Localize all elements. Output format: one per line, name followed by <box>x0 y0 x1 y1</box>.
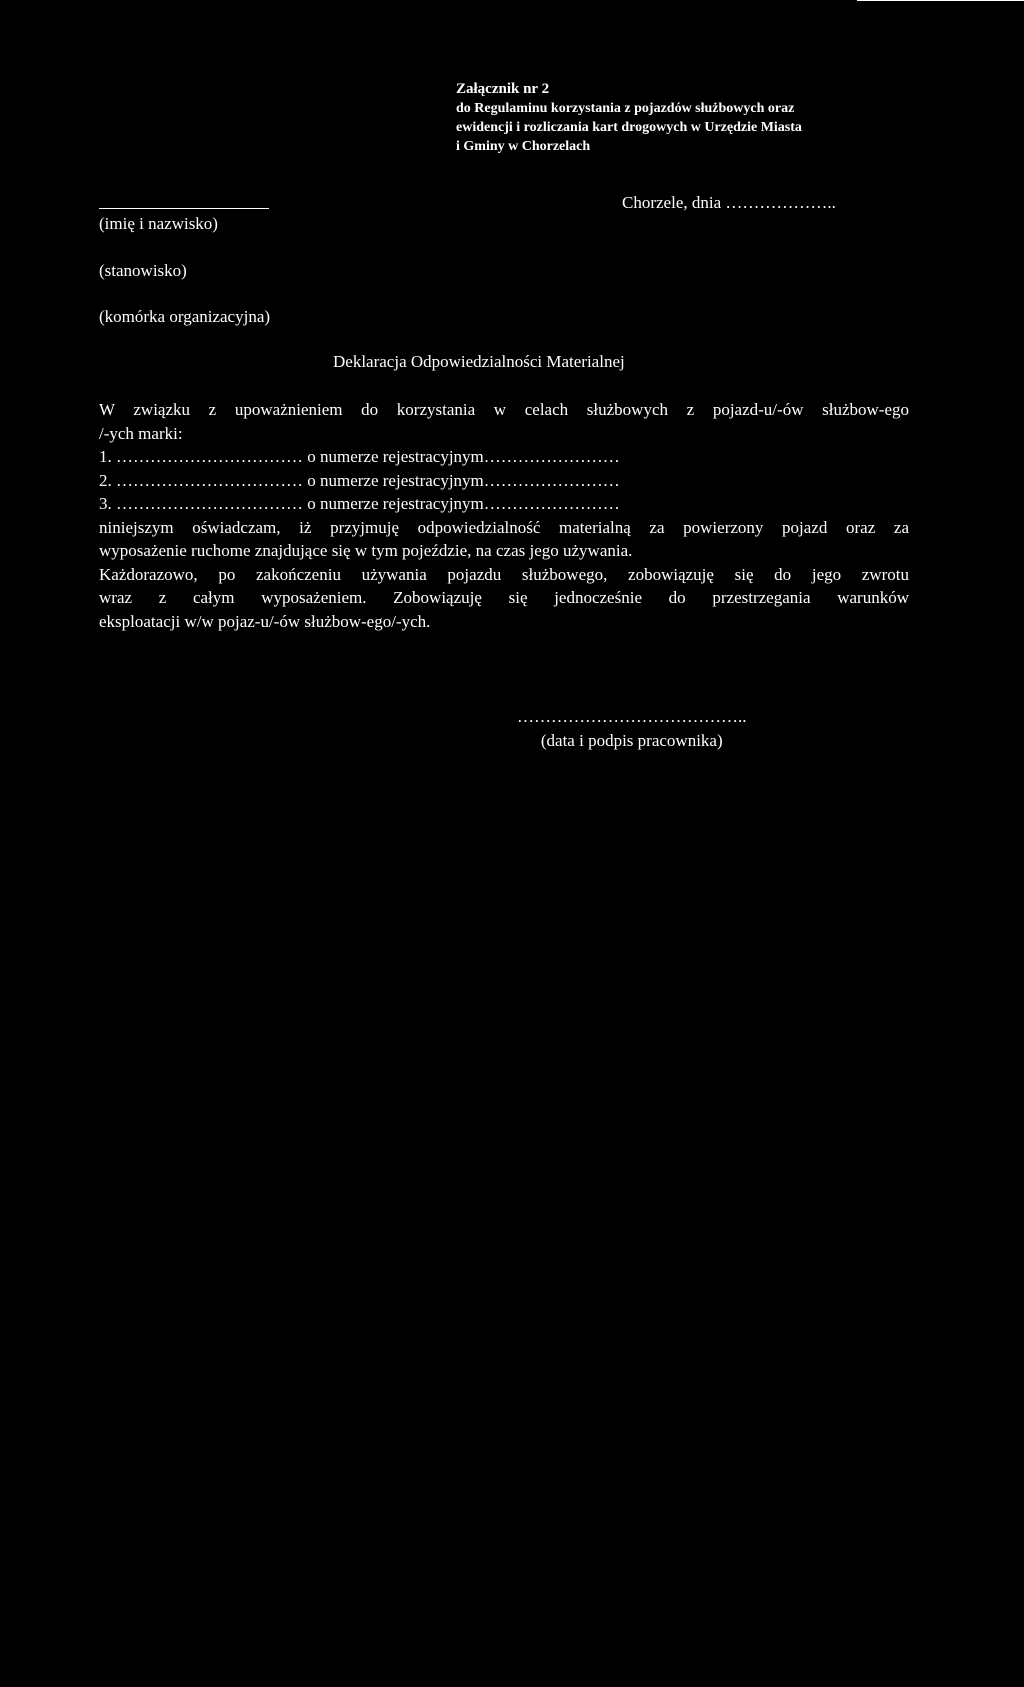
attachment-header <box>456 80 896 156</box>
signature-block <box>517 705 747 753</box>
organizational-unit-label: (komórka organizacyjna) <box>99 307 271 326</box>
place-date-line: Chorzele, dnia ……………….. <box>622 193 836 212</box>
obligation-line-2: wraz z całym wyposażeniem. Zobowiązuję się jednocześnie do przestrzegania warunków <box>99 588 909 607</box>
name-label: (imię i nazwisko) <box>99 214 218 233</box>
attachment-line-2: ewidencji i rozliczania kart drogowych w Urzędzie Miasta <box>456 120 802 135</box>
obligation-line-3: eksploatacji w/w pojaz-u/-ów służbow-ego/-ych. <box>99 611 431 631</box>
obligation-line-1: Każdorazowo, po zakończeniu używania pojazdu służbowego, zobowiązuję się do jego zwrotu <box>99 564 909 584</box>
vehicle-row-1: 1. …………………………… o numerze rejestracyjnym…………………… <box>99 447 620 466</box>
vehicle-row-3: 3. …………………………… o numerze rejestracyjnym…………………… <box>99 494 620 513</box>
attachment-line-3: i Gminy w Chorzelach <box>456 139 591 154</box>
attachment-line-1: do Regulaminu korzystania z pojazdów służbowych oraz <box>456 101 795 116</box>
declaration-body <box>99 398 909 633</box>
declaration-line-2: wyposażenie ruchome znajdujące się w tym pojeździe, na czas jego używania. <box>99 541 633 560</box>
document-title: Deklaracja Odpowiedzialności Materialnej <box>333 352 625 371</box>
attachment-title: Załącznik nr 2 <box>456 81 550 97</box>
top-edge-rule <box>857 0 1024 1</box>
signature-label: (data i podpis pracownika) <box>540 731 723 750</box>
signature-dots: ………………………………….. <box>517 707 747 726</box>
declaration-line-1: niniejszym oświadczam, iż przyjmuję odpowiedzialność materialną za powierzony pojazd oraz za <box>99 517 909 537</box>
position-label: (stanowisko) <box>99 261 187 280</box>
name-signature-line <box>99 208 269 209</box>
vehicle-row-2: 2. …………………………… o numerze rejestracyjnym…………………… <box>99 470 620 490</box>
intro-line-2: /-ych marki: <box>99 423 183 443</box>
intro-line-1: W związku z upoważnieniem do korzystania w celach służbowych z pojazd-u/-ów służbow-ego <box>99 400 909 419</box>
